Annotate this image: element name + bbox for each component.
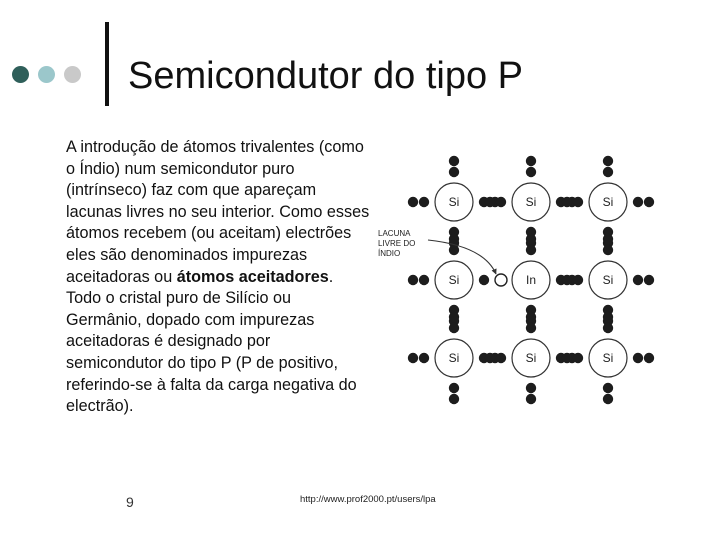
footer-url: http://www.prof2000.pt/users/lpa [300, 494, 436, 505]
electron-dot [449, 245, 459, 255]
electron-dot [496, 353, 506, 363]
electron-dot [496, 197, 506, 207]
atom-symbol: Si [448, 351, 460, 365]
electron-dot [526, 167, 536, 177]
free-hole [495, 274, 507, 286]
atom-symbol: In [525, 273, 537, 287]
electron-dot [449, 383, 459, 393]
electron-dot [449, 323, 459, 333]
slide-number: 9 [126, 494, 134, 510]
electron-dot [408, 353, 418, 363]
electron-dot [603, 234, 613, 244]
electron-dot [573, 197, 583, 207]
body-rest: . Todo o cristal puro de Silício ou Germânio, dopado com impurezas aceitadoras é designado por semicondutor do tipo P (P de positivo, referindo-se à falta da carga negativa do electrão). [66, 267, 357, 416]
electron-dot [573, 275, 583, 285]
electron-dot [603, 167, 613, 177]
electron-dot [526, 312, 536, 322]
teal-dot [38, 66, 55, 83]
electron-dot [603, 323, 613, 333]
body-bold-term: átomos aceitadores [176, 267, 329, 286]
electron-dot [603, 394, 613, 404]
atom-symbol: Si [602, 351, 614, 365]
electron-dot [562, 197, 572, 207]
atom-symbol: Si [602, 195, 614, 209]
electron-dot [562, 275, 572, 285]
atom-symbol: Si [448, 195, 460, 209]
electron-dot [526, 156, 536, 166]
electron-dot [419, 353, 429, 363]
electron-dot [449, 167, 459, 177]
electron-dot [603, 383, 613, 393]
electron-dot [526, 245, 536, 255]
atom-symbol: Si [525, 351, 537, 365]
electron-dot [562, 353, 572, 363]
electron-dot [419, 275, 429, 285]
body-intro: A introdução de átomos trivalentes (como o Índio) num semicondutor puro (intrínseco) faz com que apareçam lacunas livres no seu interior. Como esses átomos recebem (ou aceitam) electrões eles são denominados impurezas aceitadoras ou [66, 138, 370, 286]
hole-label-line-1: LACUNA [378, 229, 411, 238]
electron-dot [633, 275, 643, 285]
decorative-dots [12, 66, 98, 84]
electron-dot [526, 394, 536, 404]
electron-dot [408, 197, 418, 207]
electron-dot [603, 245, 613, 255]
slide-body-text [66, 137, 371, 418]
hole-label-line-3: ÍNDIO [378, 249, 401, 258]
slide-title: Semicondutor do tipo P [128, 55, 524, 97]
electron-dot [526, 234, 536, 244]
electron-dot [603, 312, 613, 322]
electron-dot [526, 323, 536, 333]
electron-dot [633, 197, 643, 207]
electron-dot [449, 234, 459, 244]
electron-dot [485, 353, 495, 363]
gray-dot [64, 66, 81, 83]
atom-symbol: Si [448, 273, 460, 287]
electron-dot [449, 394, 459, 404]
electron-dot [408, 275, 418, 285]
electron-dot [526, 383, 536, 393]
electron-dot [644, 197, 654, 207]
dark-dot [12, 66, 29, 83]
atom-symbol: Si [525, 195, 537, 209]
electron-dot [479, 275, 489, 285]
electron-dot [573, 353, 583, 363]
electron-dot [449, 312, 459, 322]
electron-dot [633, 353, 643, 363]
electron-dot [449, 156, 459, 166]
electron-dot [419, 197, 429, 207]
electron-dot [644, 353, 654, 363]
title-divider [105, 22, 109, 106]
atom-symbol: Si [602, 273, 614, 287]
p-type-lattice-diagram [376, 140, 676, 420]
electron-dot [603, 156, 613, 166]
electron-dot [644, 275, 654, 285]
hole-label-line-2: LIVRE DO [378, 239, 416, 248]
electron-dot [485, 197, 495, 207]
